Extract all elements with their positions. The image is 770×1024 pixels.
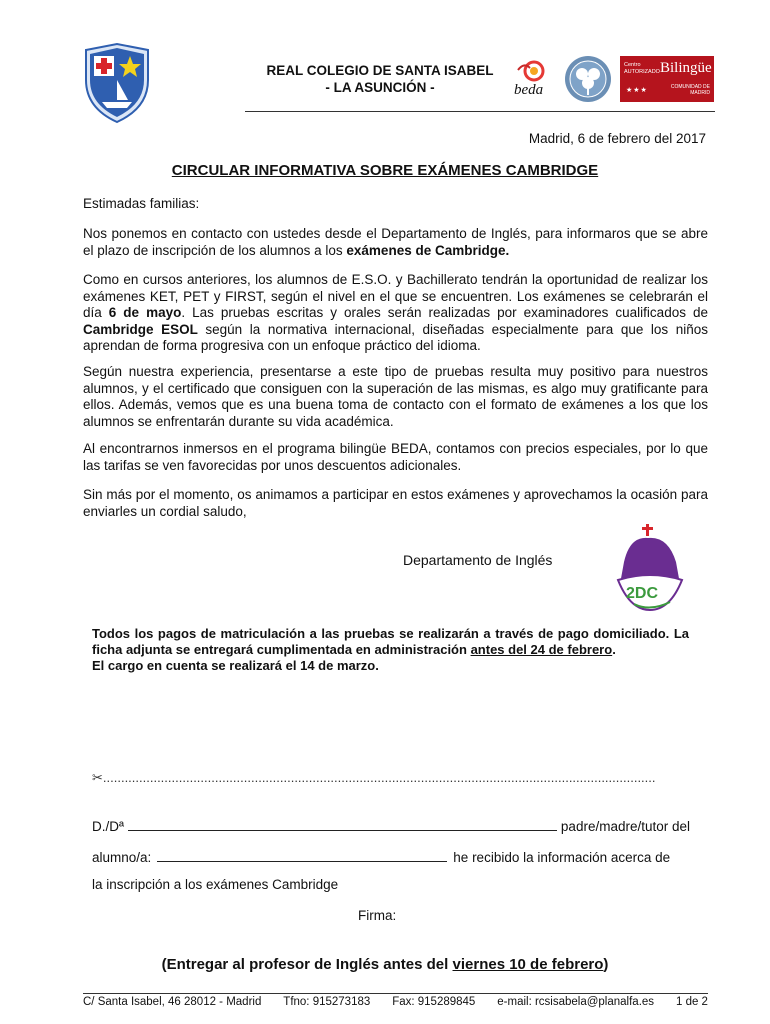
paragraph-4: Al encontrarnos inmersos en el programa bilingüe BEDA, contamos con precios especiales, por lo que las tarifas se ven favorecidas por unos descuentos adicionales. (83, 441, 708, 473)
department-signature: Departamento de Inglés (403, 552, 553, 568)
cut-line: ✂......................................................................................................................................................... (92, 770, 656, 785)
document-date: Madrid, 6 de febrero del 2017 (528, 131, 706, 146)
paragraph-2 (83, 272, 708, 355)
p2-text-a: Como en cursos anteriores, los alumnos de E.S.O. y Bachillerato tendrán la oportunidad de realizar los exámenes KET, PET y FIRST, según el nivel en el que se encuentren. Los exámenes se celebrarán el día (83, 272, 708, 320)
beda-logo (508, 58, 556, 104)
clover-circle-logo (560, 54, 616, 104)
p1-bold: exámenes de Cambridge. (346, 242, 510, 258)
form-name-field[interactable] (128, 816, 557, 831)
school-name (245, 62, 515, 96)
school-name-line2: - LA ASUNCIÓN - (325, 80, 435, 95)
footer (83, 996, 708, 1008)
footer-phone: Tfno: 915273183 (283, 996, 371, 1008)
submission-note (0, 956, 770, 973)
signature-label: Firma: (358, 908, 397, 923)
circular-title-text: CIRCULAR INFORMATIVA SOBRE EXÁMENES CAMBRIDGE (171, 162, 599, 179)
footer-address: C/ Santa Isabel, 46 28012 - Madrid (83, 996, 262, 1008)
notice-charge-date: El cargo en cuenta se realizará el 14 de marzo. (92, 658, 379, 673)
form-guardian-label: padre/madre/tutor del (560, 819, 690, 834)
notice-deadline: antes del 24 de febrero (470, 642, 613, 657)
footer-email: e-mail: rcsisabela@planalfa.es (497, 996, 655, 1008)
form-line-3: la inscripción a los exámenes Cambridge (92, 877, 339, 892)
submission-note-text: (Entregar al profesor de Inglés antes del (161, 956, 453, 973)
bilingue-logo (620, 56, 714, 102)
form-line-2 (92, 847, 690, 865)
form-student-label: alumno/a: (92, 850, 152, 865)
header-divider (245, 111, 715, 112)
bilingue-small-text-2: COMUNIDAD DE MADRID (670, 84, 710, 96)
beda-logo-text: beda (514, 82, 544, 98)
paragraph-1 (83, 226, 708, 259)
footer-divider (83, 993, 708, 994)
submission-deadline: viernes 10 de febrero (452, 956, 604, 973)
form-ack-label: he recibido la información acerca de (453, 850, 671, 865)
payment-notice (92, 626, 689, 674)
notice-text: Todos los pagos de matriculación a las pruebas se realizarán a través de pago domiciliado. La ficha adjunta se entregará cumplimentada en administración (92, 626, 689, 657)
bilingue-logo-text: Bilingüe (660, 60, 712, 76)
p2-bold-esol: Cambridge ESOL (83, 321, 198, 337)
department-logo (610, 522, 690, 614)
p1-text: Nos ponemos en contacto con ustedes desde el Departamento de Inglés, para informaros que se abre el plazo de inscripción de los alumnos a los (83, 226, 708, 258)
footer-fax: Fax: 915289845 (392, 996, 476, 1008)
greeting: Estimadas familias: (83, 196, 200, 211)
school-shield-logo (80, 42, 154, 124)
school-name-line1: REAL COLEGIO DE SANTA ISABEL (266, 63, 494, 78)
p2-text-c: según la normativa internacional, diseñadas especialmente para que los niños aprendan de forma progresiva con un enfoque práctico del idioma. (83, 321, 708, 353)
p2-text-b: . Las pruebas escritas y orales serán realizadas por examinadores cualificados de (181, 305, 708, 320)
notice-period: . (612, 642, 616, 657)
form-line-1 (92, 816, 690, 834)
svg-text:2DC: 2DC (626, 585, 659, 602)
paragraph-5: Sin más por el momento, os animamos a participar en estos exámenes y aprovechamos la ocasión para enviarles un cordial saludo, (83, 487, 708, 519)
form-name-label: D./Dª (92, 819, 124, 834)
form-student-field[interactable] (157, 847, 447, 862)
madrid-stars-icon: ★★★ (626, 87, 648, 94)
circular-title (0, 162, 770, 179)
submission-note-end: ) (603, 956, 609, 973)
p2-bold-date: 6 de mayo (108, 305, 182, 320)
bilingue-small-text-1: Centro AUTORIZADO (624, 62, 660, 75)
paragraph-3: Según nuestra experiencia, presentarse a este tipo de pruebas resulta muy positivo para nuestros alumnos, y el certificado que consiguen con la superación de las mismas, es algo muy gratificante para ellos. Además, vemos que es una buena toma de contacto con el formato de exámenes a los que los alumnos se enfrentarán durante su vida académica. (83, 364, 708, 429)
footer-page-number: 1 de 2 (675, 996, 708, 1008)
